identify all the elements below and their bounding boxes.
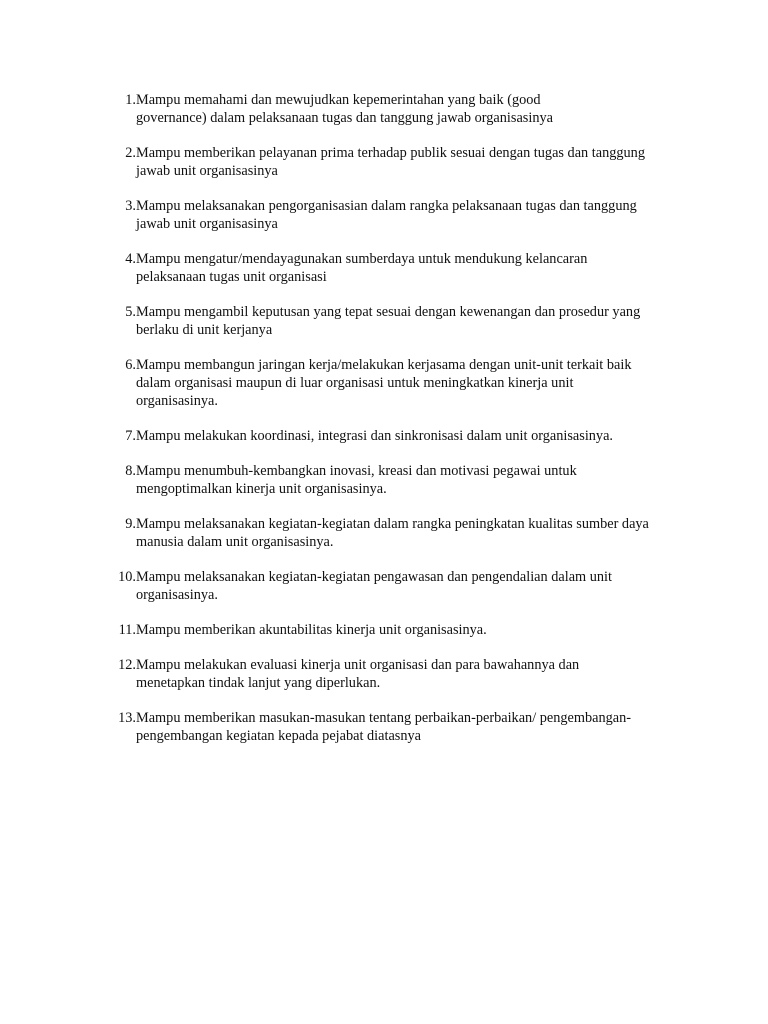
list-item-text bbox=[136, 427, 700, 445]
competency-list bbox=[100, 91, 700, 762]
list-item-text bbox=[136, 462, 700, 498]
list-item-line: organisasinya. bbox=[136, 393, 218, 409]
list-item-line: Mampu membangun jaringan kerja/melakukan kerjasama dengan unit-unit terkait baik bbox=[136, 357, 632, 373]
list-item-number: 10. bbox=[118, 569, 136, 585]
list-item-line: jawab unit organisasinya bbox=[136, 163, 278, 179]
list-item-line: Mampu melaksanakan kegiatan-kegiatan dalam rangka peningkatan kualitas sumber daya bbox=[136, 516, 649, 532]
list-item bbox=[100, 197, 700, 233]
list-item-number: 4. bbox=[125, 251, 136, 267]
list-item-number: 9. bbox=[125, 516, 136, 532]
list-item-line: dalam organisasi maupun di luar organisasi untuk meningkatkan kinerja unit bbox=[136, 375, 574, 391]
list-item-text bbox=[136, 144, 700, 180]
list-item bbox=[100, 427, 700, 445]
list-item-line: Mampu mengambil keputusan yang tepat sesuai dengan kewenangan dan prosedur yang bbox=[136, 304, 641, 320]
list-item bbox=[100, 356, 700, 410]
list-item-line: mengoptimalkan kinerja unit organisasinya. bbox=[136, 481, 387, 497]
list-item-number: 5. bbox=[125, 304, 136, 320]
list-item-line: Mampu melakukan evaluasi kinerja unit organisasi dan para bawahannya dan bbox=[136, 657, 580, 673]
list-item-number: 2. bbox=[125, 145, 136, 161]
list-item bbox=[100, 656, 700, 692]
list-item-line: Mampu memahami dan mewujudkan kepemerintahan yang baik (good bbox=[136, 92, 541, 108]
list-item-line: organisasinya. bbox=[136, 587, 218, 603]
list-item-number: 13. bbox=[118, 710, 136, 726]
list-item-text bbox=[136, 91, 700, 127]
list-item-line: Mampu memberikan akuntabilitas kinerja unit organisasinya. bbox=[136, 622, 487, 638]
list-item-text bbox=[136, 515, 700, 551]
list-item bbox=[100, 621, 700, 639]
list-item-number: 11. bbox=[118, 622, 136, 638]
list-item-line: Mampu memberikan pelayanan prima terhadap publik sesuai dengan tugas dan tanggung bbox=[136, 145, 645, 161]
list-item bbox=[100, 144, 700, 180]
list-item-text bbox=[136, 568, 700, 604]
list-item-line: governance) dalam pelaksanaan tugas dan tanggung jawab organisasinya bbox=[136, 110, 553, 126]
list-item-text bbox=[136, 197, 700, 233]
list-item-line: Mampu mengatur/mendayagunakan sumberdaya untuk mendukung kelancaran bbox=[136, 251, 588, 267]
list-item bbox=[100, 462, 700, 498]
list-item-line: jawab unit organisasinya bbox=[136, 216, 278, 232]
list-item-line: Mampu menumbuh-kembangkan inovasi, kreasi dan motivasi pegawai untuk bbox=[136, 463, 577, 479]
list-item-text bbox=[136, 709, 700, 745]
list-item-text bbox=[136, 621, 700, 639]
list-item-number: 6. bbox=[125, 357, 136, 373]
list-item-text bbox=[136, 303, 700, 339]
list-item-line: berlaku di unit kerjanya bbox=[136, 322, 273, 338]
list-item bbox=[100, 91, 700, 127]
list-item-text bbox=[136, 250, 700, 286]
list-item-number: 1. bbox=[125, 92, 136, 108]
list-item-line: Mampu melakukan koordinasi, integrasi dan sinkronisasi dalam unit organisasinya. bbox=[136, 428, 614, 444]
list-item-number: 8. bbox=[125, 463, 136, 479]
list-item-number: 7. bbox=[125, 428, 136, 444]
list-item-line: pelaksanaan tugas unit organisasi bbox=[136, 269, 327, 285]
list-item bbox=[100, 303, 700, 339]
list-item-line: Mampu melaksanakan kegiatan-kegiatan pengawasan dan pengendalian dalam unit bbox=[136, 569, 612, 585]
list-item-text bbox=[136, 656, 700, 692]
list-item bbox=[100, 515, 700, 551]
list-item-text bbox=[136, 356, 700, 410]
list-item-line: Mampu memberikan masukan-masukan tentang perbaikan-perbaikan/ pengembangan- bbox=[136, 710, 632, 726]
list-item bbox=[100, 568, 700, 604]
list-item-line: pengembangan kegiatan kepada pejabat diatasnya bbox=[136, 728, 422, 744]
list-item-line: Mampu melaksanakan pengorganisasian dalam rangka pelaksanaan tugas dan tanggung bbox=[136, 198, 637, 214]
list-item-line: manusia dalam unit organisasinya. bbox=[136, 534, 334, 550]
list-item-line: menetapkan tindak lanjut yang diperlukan. bbox=[136, 675, 381, 691]
list-item-number: 12. bbox=[118, 657, 136, 673]
list-item bbox=[100, 250, 700, 286]
list-item bbox=[100, 709, 700, 745]
list-item-number: 3. bbox=[125, 198, 136, 214]
